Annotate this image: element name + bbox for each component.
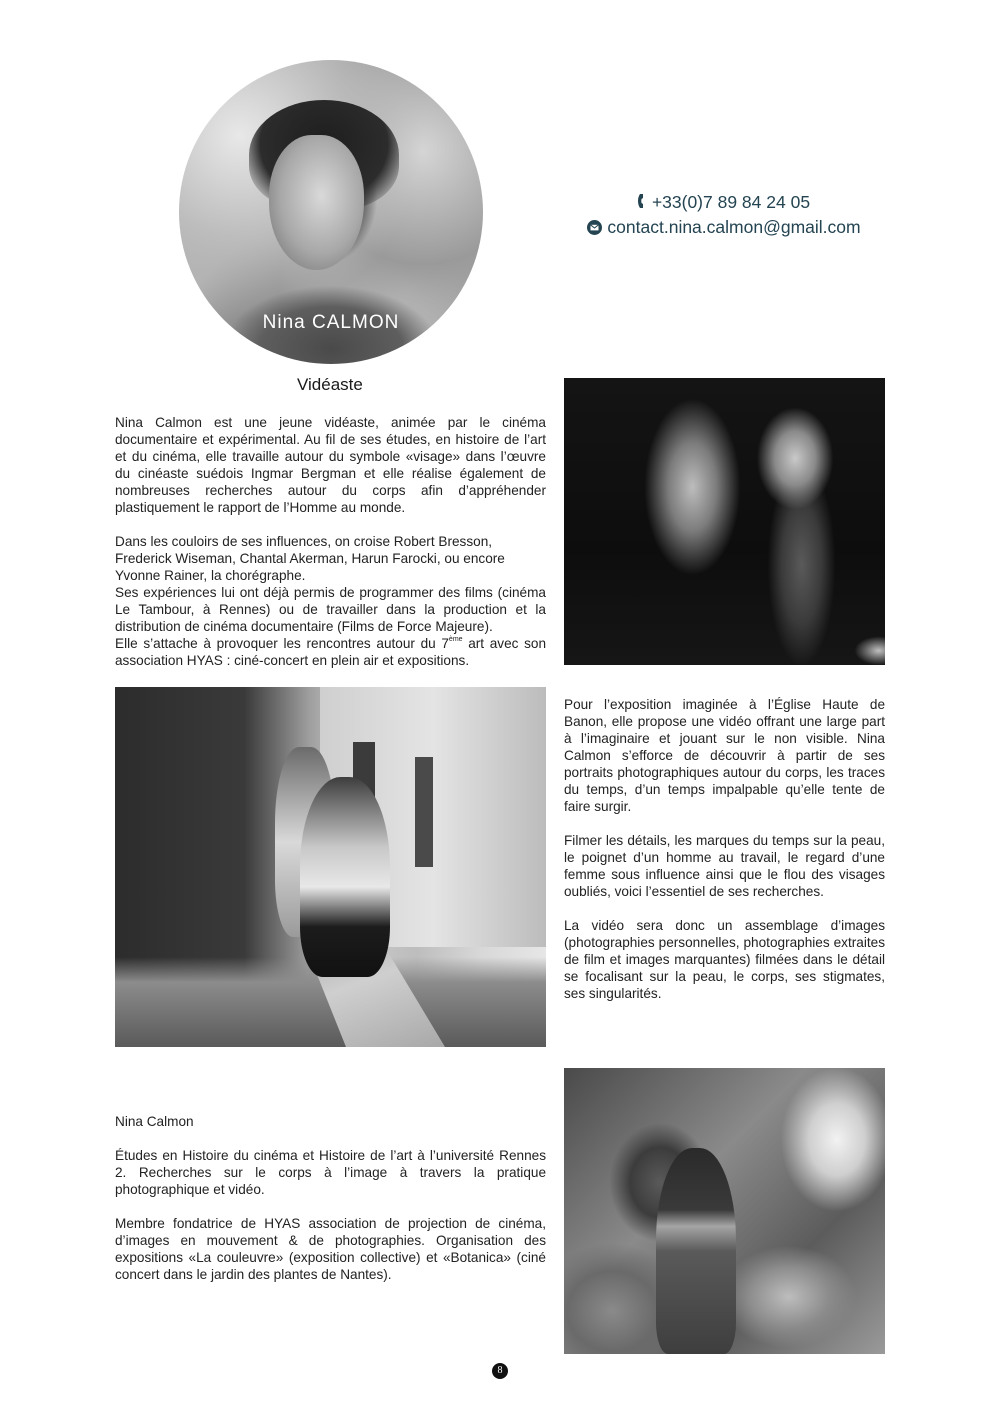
phone-line[interactable] bbox=[564, 190, 884, 215]
intro-text-part: Elle s’attache à provoquer les rencontres autour du 7 bbox=[115, 636, 449, 651]
dancer-shape bbox=[300, 777, 390, 977]
intro-text-part: art avec son association HYAS : ciné-concert en plein air et expositions. bbox=[115, 636, 547, 668]
exhibition-paragraph: La vidéo sera donc un assemblage d’images (photographies personnelles, photographies extraites de film et images marquantes) filmées dans le détail se focalisant sur la peau, le corps, ses stigmates, ses singularités. bbox=[564, 918, 885, 1001]
portrait-face-shape bbox=[269, 135, 364, 270]
portrait-photo bbox=[179, 60, 483, 364]
bio-paragraph: Membre fondatrice de HYAS association de projection de cinéma, d’images en mouvement & de photographies. Organisation des expositions «La couleuvre» (exposition collective) et «Botanica» (ciné concert dans le jardin des plantes de Nantes). bbox=[115, 1216, 546, 1282]
intro-text bbox=[115, 414, 546, 669]
bio-paragraph: Études en Histoire du cinéma et Histoire de l’art à l’université Rennes 2. Recherches sur le corps à l’image à travers la pratique photographique et vidéo. bbox=[115, 1148, 546, 1197]
intro-paragraph: Dans les couloirs de ses influences, on croise Robert Bresson, Frederick Wiseman, Chantal Akerman, Harun Farocki, ou encore Yvonne Rainer, la chorégraphe. bbox=[115, 534, 505, 583]
page-number: 8 bbox=[492, 1363, 508, 1379]
exhibition-text bbox=[564, 696, 885, 1002]
artist-name: Nina CALMON bbox=[262, 312, 400, 333]
intro-paragraph bbox=[115, 635, 546, 669]
woman-figure-shape bbox=[656, 1148, 736, 1354]
envelope-icon bbox=[587, 217, 602, 241]
dark-figure-photo bbox=[564, 378, 885, 665]
email-address: contact.nina.calmon@gmail.com bbox=[607, 217, 861, 238]
intro-paragraph: Ses expériences lui ont déjà permis de programmer des films (cinéma Le Tambour, à Rennes) ou de travailler dans la production et la distribution de cinéma documentaire (Films de Force Majeure). bbox=[115, 585, 546, 634]
bio-text bbox=[115, 1113, 546, 1283]
bio-name: Nina Calmon bbox=[115, 1114, 194, 1129]
phone-icon bbox=[638, 191, 647, 215]
email-line[interactable] bbox=[564, 215, 884, 240]
intro-paragraph: Nina Calmon est une jeune vidéaste, animée par le cinéma documentaire et expérimental. Au fil de ses études, en histoire de l’art et du cinéma, elle travaille autour du symbole «visage» dans l’œuvre du cinéaste suédois Ingmar Bergman et elle réalise également de nombreuses recherches autour du corps afin d’appréhender plastiquement le rapport de l’Homme au monde. bbox=[115, 415, 546, 515]
dancers-photo bbox=[115, 687, 546, 1047]
role-title: Vidéaste bbox=[297, 375, 363, 394]
garden-photo bbox=[564, 1068, 885, 1354]
exhibition-paragraph: Pour l’exposition imaginée à l’Église Haute de Banon, elle propose une vidéo offrant une large part à l’imaginaire et jouant sur le non visible. Nina Calmon s’efforce de découvrir à partir de ses portraits photographiques autour du corps, les traces du temps, d’un temps impalpable qu’elle tente de faire surgir. bbox=[564, 697, 885, 814]
superscript: ème bbox=[448, 636, 463, 643]
phone-number: +33(0)7 89 84 24 05 bbox=[651, 192, 811, 212]
contact-block bbox=[564, 190, 884, 241]
exhibition-paragraph: Filmer les détails, les marques du temps sur la peau, le poignet d’un homme au travail, le regard d’une femme sous influence ainsi que le flou des visages oubliés, voici l’essentiel de ses recherches. bbox=[564, 833, 885, 899]
window-shape bbox=[415, 757, 433, 867]
